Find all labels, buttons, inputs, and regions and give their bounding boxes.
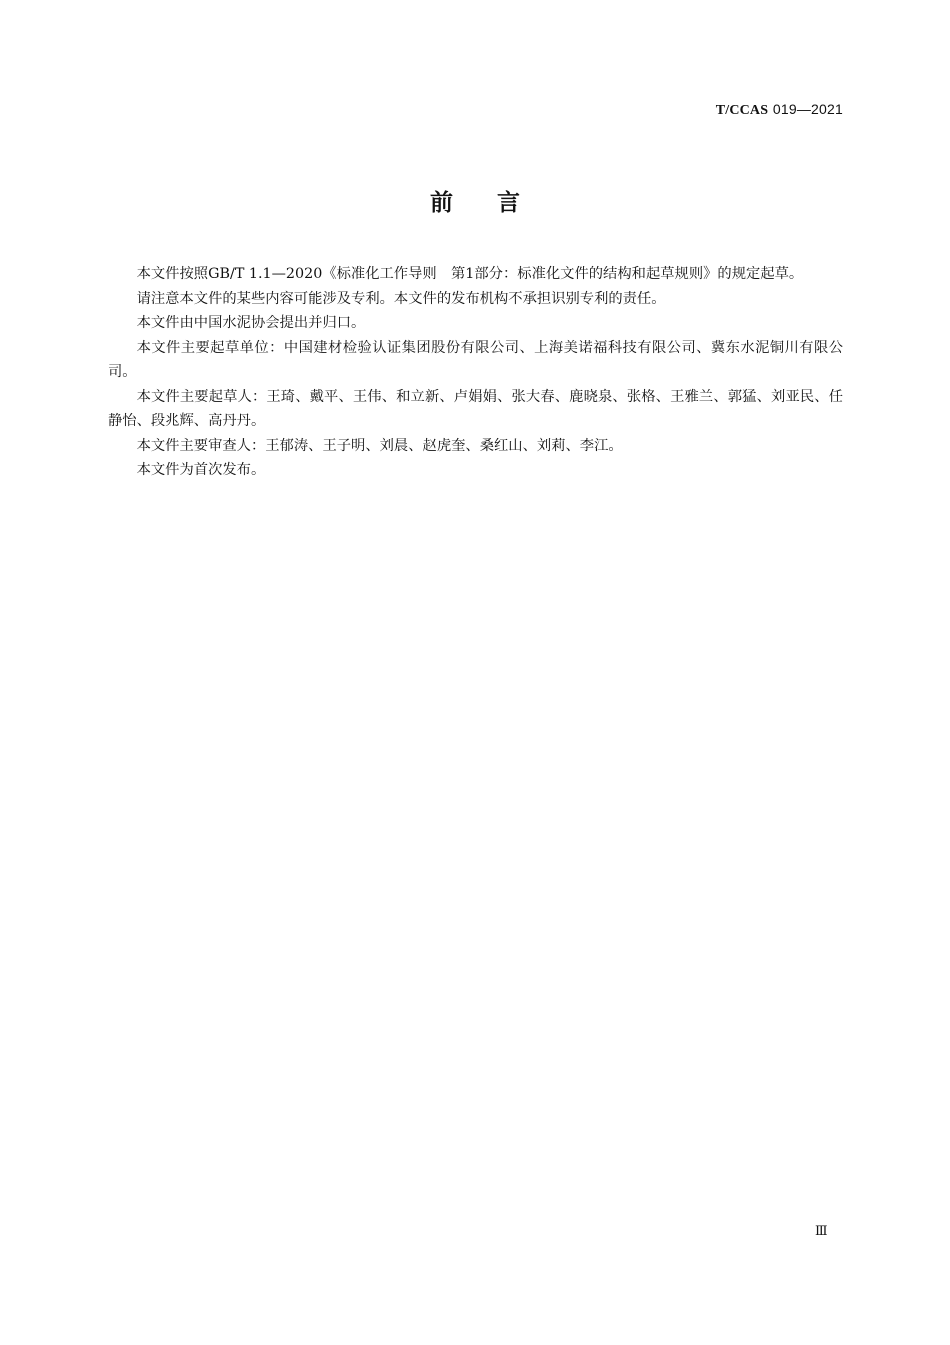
document-code-number: 019—2021 — [772, 101, 843, 117]
paragraph-drafters: 本文件主要起草人：王琦、戴平、王伟、和立新、卢娟娟、张大春、鹿晓泉、张格、王雅兰、郭猛、刘亚民、任静怡、段兆辉、高丹丹。 — [108, 388, 843, 429]
page-number: Ⅲ — [815, 1224, 828, 1239]
paragraph-reviewers: 本文件主要审查人：王郁涛、王子明、刘晨、赵虎奎、桑红山、刘莉、李江。 — [136, 437, 623, 454]
foreword-body — [108, 262, 843, 483]
paragraph-drafting-basis: 本文件按照GB/T 1.1—2020《标准化工作导则 第1部分：标准化文件的结构和起草规则》的规定起草。 — [136, 266, 804, 282]
document-code — [716, 101, 843, 119]
page-title: 前言 — [430, 190, 564, 216]
document-code-prefix: T/CCAS — [715, 103, 769, 118]
paragraph-first-release: 本文件为首次发布。 — [136, 462, 266, 478]
paragraph-proposer: 本文件由中国水泥协会提出并归口。 — [136, 315, 366, 331]
paragraph-patent-notice: 请注意本文件的某些内容可能涉及专利。本文件的发布机构不承担识别专利的责任。 — [136, 290, 666, 307]
paragraph-drafting-units: 本文件主要起草单位：中国建材检验认证集团股份有限公司、上海美诺福科技有限公司、冀东水泥铜川有限公司。 — [108, 339, 843, 380]
